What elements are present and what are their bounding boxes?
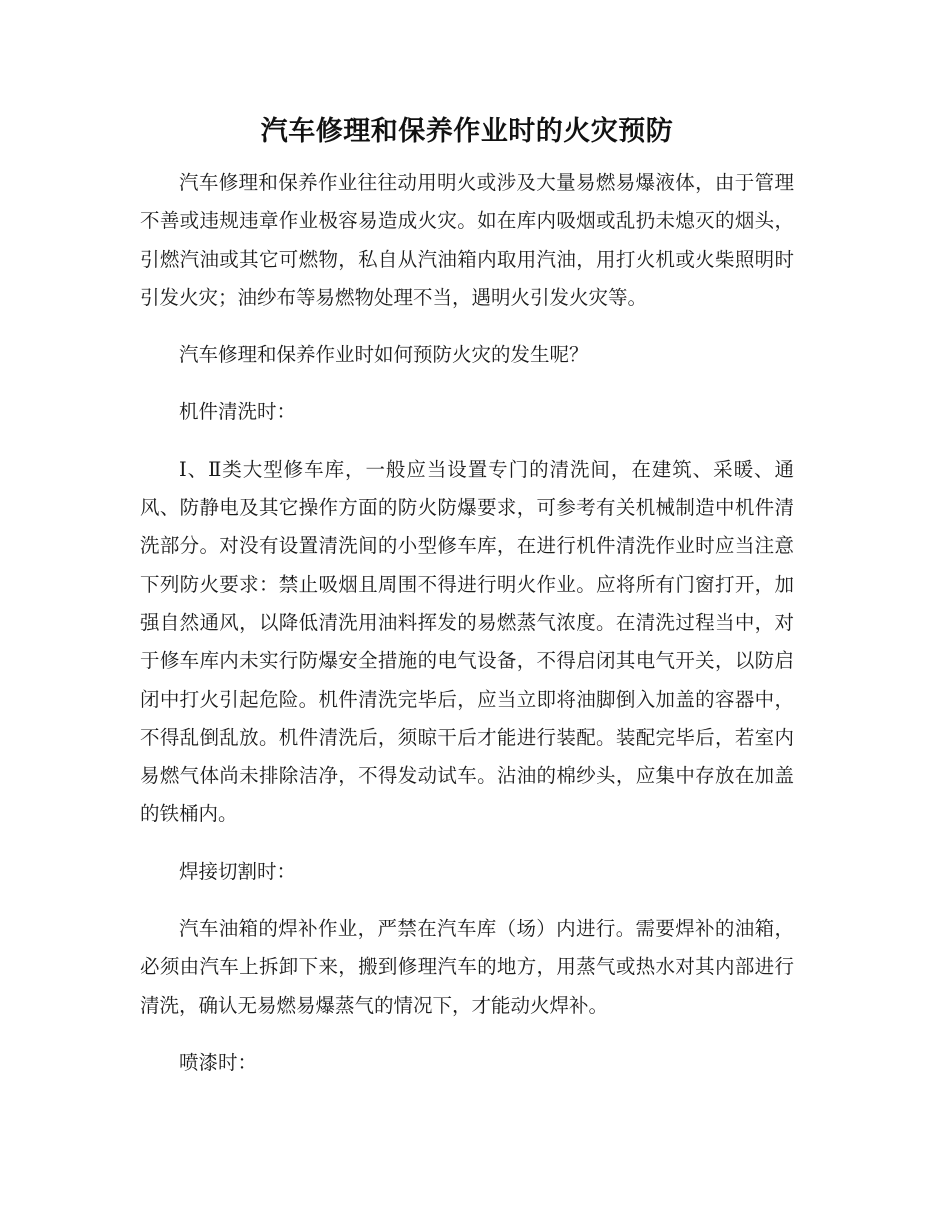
paragraph-welding-cutting: 汽车油箱的焊补作业，严禁在汽车库（场）内进行。需要焊补的油箱，必须由汽车上拆卸下来，搬到修理汽车的地方，用蒸气或热水对其内部进行清洗，确认无易燃易爆蒸气的情况下，才能动火焊补。: [140, 917, 794, 1017]
paragraph-intro: 汽车修理和保养作业往往动用明火或涉及大量易燃易爆液体，由于管理不善或违规违章作业极容易造成火灾。如在库内吸烟或乱扔未熄灭的烟头，引燃汽油或其它可燃物，私自从汽油箱内取用汽油，用打火机或火柴照明时引发火灾；油纱布等易燃物处理不当，遇明火引发火灾等。: [140, 171, 794, 309]
document-body: [140, 164, 794, 1101]
section-heading-spray-painting: 喷漆时：: [179, 1050, 258, 1074]
paragraph-question: 汽车修理和保养作业时如何预防火灾的发生呢？: [179, 343, 589, 367]
section-heading-welding-cutting: 焊接切割时：: [179, 859, 297, 883]
paragraph-parts-cleaning: Ⅰ、Ⅱ类大型修车库，一般应当设置专门的清洗间，在建筑、采暖、通风、防静电及其它操作方面的防火防爆要求，可参考有关机械制造中机件清洗部分。对没有设置清洗间的小型修车库，在进行机件清洗作业时应当注意下列防火要求：禁止吸烟且周围不得进行明火作业。应将所有门窗打开，加强自然通风，以降低清洗用油料挥发的易燃蒸气浓度。在清洗过程当中，对于修车库内未实行防爆安全措施的电气设备，不得启闭其电气开关，以防启闭中打火引起危险。机件清洗完毕后，应当立即将油脚倒入加盖的容器中，不得乱倒乱放。机件清洗后，须晾干后才能进行装配。装配完毕后，若室内易燃气体尚未排除洁净，不得发动试车。沾油的棉纱头，应集中存放在加盖的铁桶内。: [140, 457, 794, 826]
section-heading-parts-cleaning: 机件清洗时：: [179, 400, 297, 424]
document-title: 汽车修理和保养作业时的火灾预防: [260, 116, 674, 147]
